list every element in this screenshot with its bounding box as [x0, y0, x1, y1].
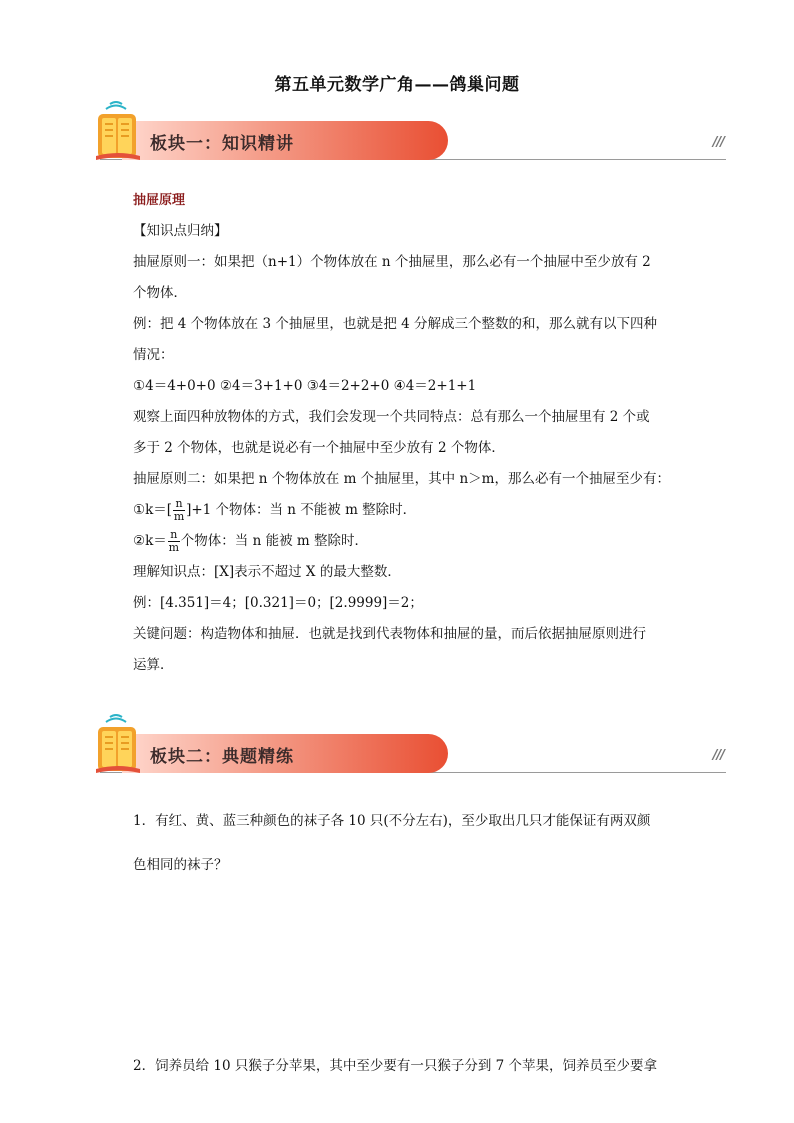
fraction-numerator: n [175, 497, 183, 510]
text-line: 观察上面四种放物体的方式，我们会发现一个共同特点：总有那么一个抽屉里有 2 个或 [133, 409, 650, 425]
text-line: 抽屉原则一：如果把（n+1）个物体放在 n 个抽屉里，那么必有一个抽屉中至少放有 2 [133, 254, 651, 270]
formula-prefix: ①k＝[ [133, 502, 173, 518]
subhead: 抽屉原理 [133, 193, 186, 208]
formula-suffix: 个物体：当 n 能被 m 整除时． [180, 533, 368, 549]
formula-suffix: ]+1 个物体：当 n 不能被 m 整除时． [186, 502, 417, 518]
formula-2 [133, 526, 673, 557]
slash-decoration: /// [712, 135, 724, 150]
knowledge-content [133, 185, 673, 681]
formula-prefix: ②k＝ [133, 533, 167, 549]
question-line: 1．有红、黄、蓝三种颜色的袜子各 10 只(不分左右)，至少取出几只才能保证有两双颜 [133, 812, 651, 829]
knowledge-tag: 【知识点归纳】 [133, 223, 228, 239]
section-title: 板块二：典题精练 [150, 747, 294, 767]
text-line: ①4＝4+0+0 ②4＝3+1+0 ③4＝2+2+0 ④4＝2+1+1 [133, 378, 477, 394]
fraction-denominator: m [173, 510, 185, 523]
formula-1 [133, 495, 673, 526]
section-title: 板块一：知识精讲 [150, 134, 294, 154]
section-header-1 [92, 100, 726, 172]
question-2 [133, 1037, 673, 1095]
page-title: 第五单元数学广角——鸽巢问题 [274, 75, 520, 95]
text-line: 关键问题：构造物体和抽屉．也就是找到代表物体和抽屉的量，而后依据抽屉原则进行 [133, 626, 646, 642]
fraction [168, 529, 180, 554]
slash-decoration: /// [712, 748, 724, 763]
text-line: 例：[4.351]＝4；[0.321]＝0；[2.9999]＝2； [133, 595, 423, 611]
question-line: 2．饲养员给 10 只猴子分苹果，其中至少要有一只猴子分到 7 个苹果，饲养员至少要拿 [133, 1057, 658, 1074]
fraction-numerator: n [170, 528, 178, 541]
text-line: 运算． [133, 657, 174, 673]
text-line: 抽屉原则二：如果把 n 个物体放在 m 个抽屉里，其中 n＞m，那么必有一个抽屉至少有： [133, 471, 670, 487]
book-icon [92, 713, 144, 777]
fraction-denominator: m [168, 541, 180, 554]
fraction [173, 498, 185, 523]
question-line: 色相同的袜子？ [133, 857, 228, 873]
question-1 [133, 792, 673, 895]
book-icon [92, 100, 144, 164]
text-line: 多于 2 个物体，也就是说必有一个抽屉中至少放有 2 个物体． [133, 440, 505, 456]
text-line: 例：把 4 个物体放在 3 个抽屉里，也就是把 4 分解成三个整数的和，那么就有以下四种 [133, 316, 658, 332]
text-line: 理解知识点：[X]表示不超过 X 的最大整数． [133, 564, 401, 580]
text-line: 情况： [133, 347, 174, 363]
section-header-2 [92, 713, 726, 785]
text-line: 个物体． [133, 285, 187, 301]
